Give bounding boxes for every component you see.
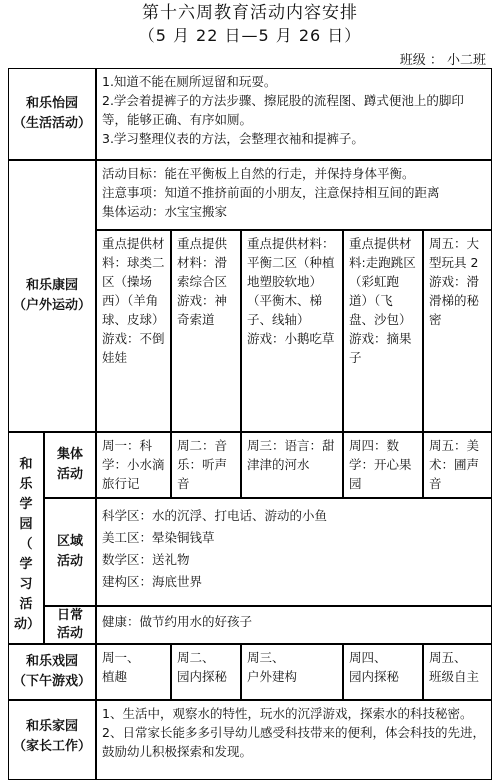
hexue-group-fri: 周五：美术：圃声音 <box>423 432 492 498</box>
hekang-area-5: 周五：大型玩具 2 游戏：滑滑梯的秘密 <box>423 230 492 432</box>
heyi-label: 和乐怡园 （生活活动） <box>8 68 96 160</box>
hexue-daily-label: 日常 活动 <box>44 606 96 644</box>
hekang-summary <box>96 160 492 230</box>
hekang-area-3: 重点提供材料：平衡二区（种植地塑胶软地）（平衡木、梯子、线轴） 游戏：小鹅吃草 <box>241 230 343 432</box>
hexue-daily-content: 健康：做节约用水的好孩子 <box>96 606 492 644</box>
hexue-area-item: 科学区：水的沉浮、打电话、游动的小鱼 <box>102 508 328 523</box>
hexi-label: 和乐戏园 （下午游戏） <box>8 644 96 700</box>
hexue-group-thu: 周四：数学：开心果园 <box>343 432 423 498</box>
hejia-content <box>96 700 492 780</box>
page-title: 第十六周教育活动内容安排 <box>142 3 358 23</box>
hexue-area-content <box>96 498 492 606</box>
hejia-item: 1、生活中，观察水的特性，玩水的沉浮游戏，探索水的科技秘密。 <box>102 706 473 721</box>
hexi-mon: 周一、 植趣 <box>96 644 171 700</box>
hexue-group-tue: 周二：音乐：听声音 <box>171 432 241 498</box>
heyi-item: 1.知道不能在厕所逗留和玩耍。 <box>102 74 277 89</box>
hekang-area-2: 重点提供材料：滑索综合区 游戏：神奇索道 <box>171 230 241 432</box>
heyi-content <box>96 68 492 160</box>
hejia-label: 和乐家园 （家长工作） <box>8 700 96 780</box>
heyi-item: 3.学习整理仪表的方法，会整理衣袖和提裤子。 <box>102 131 364 146</box>
hekang-area-4: 重点提供材料:走跑跳区（彩虹跑道）（飞盘、沙包） 游戏：摘果子 <box>343 230 423 432</box>
hexi-thu: 周四、 园内探秘 <box>343 644 423 700</box>
hexi-wed: 周三、 户外建构 <box>241 644 343 700</box>
schedule-table <box>8 68 492 759</box>
class-label: 班级 ： 小二班 <box>399 53 486 68</box>
hexue-group-label: 集体 活动 <box>44 432 96 498</box>
hekang-label: 和乐康园 （户外运动） <box>8 160 96 432</box>
hexi-tue: 周二、 园内探秘 <box>171 644 241 700</box>
hekang-group: 集体运动：水宝宝搬家 <box>102 204 228 219</box>
hexue-group-mon: 周一：科学：小水滴旅行记 <box>96 432 171 498</box>
date-range: （5 月 22 日—5 月 26 日） <box>138 26 362 45</box>
hejia-item: 2、日常家长能多多引导幼儿感受科技带来的便利，体会科技的先进，鼓励幼儿积极探索和发现。 <box>102 725 485 759</box>
hexue-area-label: 区域 活动 <box>44 498 96 606</box>
hexue-area-item: 美工区：晕染铜钱草 <box>102 530 215 545</box>
hexue-area-item: 建构区：海底世界 <box>102 574 203 589</box>
hekang-goal: 活动目标：能在平衡板上自然的行走，并保持身体平衡。 <box>102 166 415 181</box>
hexue-group-wed: 周三：语言：甜津津的河水 <box>241 432 343 498</box>
heyi-item: 2.学会着提裤子的方法步骤、擦屁股的流程图、蹲式便池上的脚印等，能够正确、有序如厕。 <box>102 93 464 127</box>
hekang-note: 注意事项：知道不推挤前面的小朋友，注意保持相互间的距离 <box>102 185 440 200</box>
hexi-fri: 周五、 班级自主 <box>423 644 492 700</box>
hexue-label: 和 乐 学 园 （ 学 习 活 动） <box>8 432 44 644</box>
hekang-area-1: 重点提供材料：球类二区（操场西）（羊角球、皮球） 游戏：不倒娃娃 <box>96 230 171 432</box>
hexue-area-item: 数学区：送礼物 <box>102 552 190 567</box>
